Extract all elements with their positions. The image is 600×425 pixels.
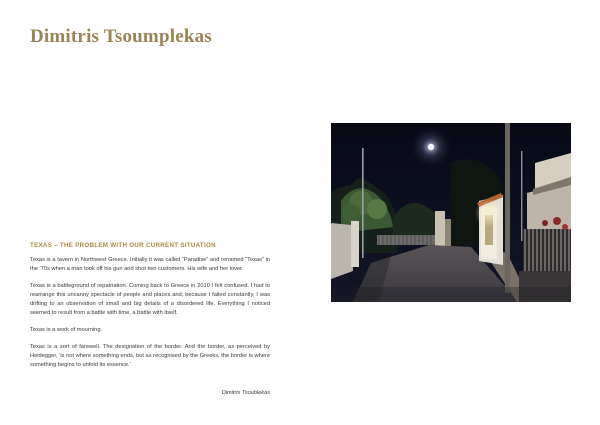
- paragraph-4: Texas is a sort of farewell. The designation of the border. And the border, as perceived by Heidegger, ‘is not where something ends, but as recognised by the Greeks, the border is where something begins to unfold its essence.’: [30, 344, 270, 368]
- paragraph-2: Texas is a battleground of repatriation. Coming back to Greece in 2010 I felt confused. I had to rearrange this uncanny spectacle of people and places and, because I failed constantly, I was drifting to an observation of small and big details of a disordered life. Everything I noticed seemed to result from a battle with time, a battle with itself.: [30, 283, 270, 316]
- body-text: [30, 256, 270, 378]
- paragraph-3: Texas is a work of mourning.: [30, 327, 103, 333]
- signature: Dimitris Tsoublekas: [221, 390, 270, 396]
- author-heading: Dimitris Tsoumplekas: [30, 26, 212, 47]
- night-street-photo: [331, 123, 571, 302]
- section-title: TEXAS – THE PROBLEM WITH OUR CURRENT SITUATION: [30, 242, 216, 249]
- paragraph-1: Texas is a tavern in Northwest Greece. Initially it was called “Paradise” and renamed “Texas” in the ’70s when a man took off his gun and shot two customers. His wife and her lover.: [30, 257, 270, 272]
